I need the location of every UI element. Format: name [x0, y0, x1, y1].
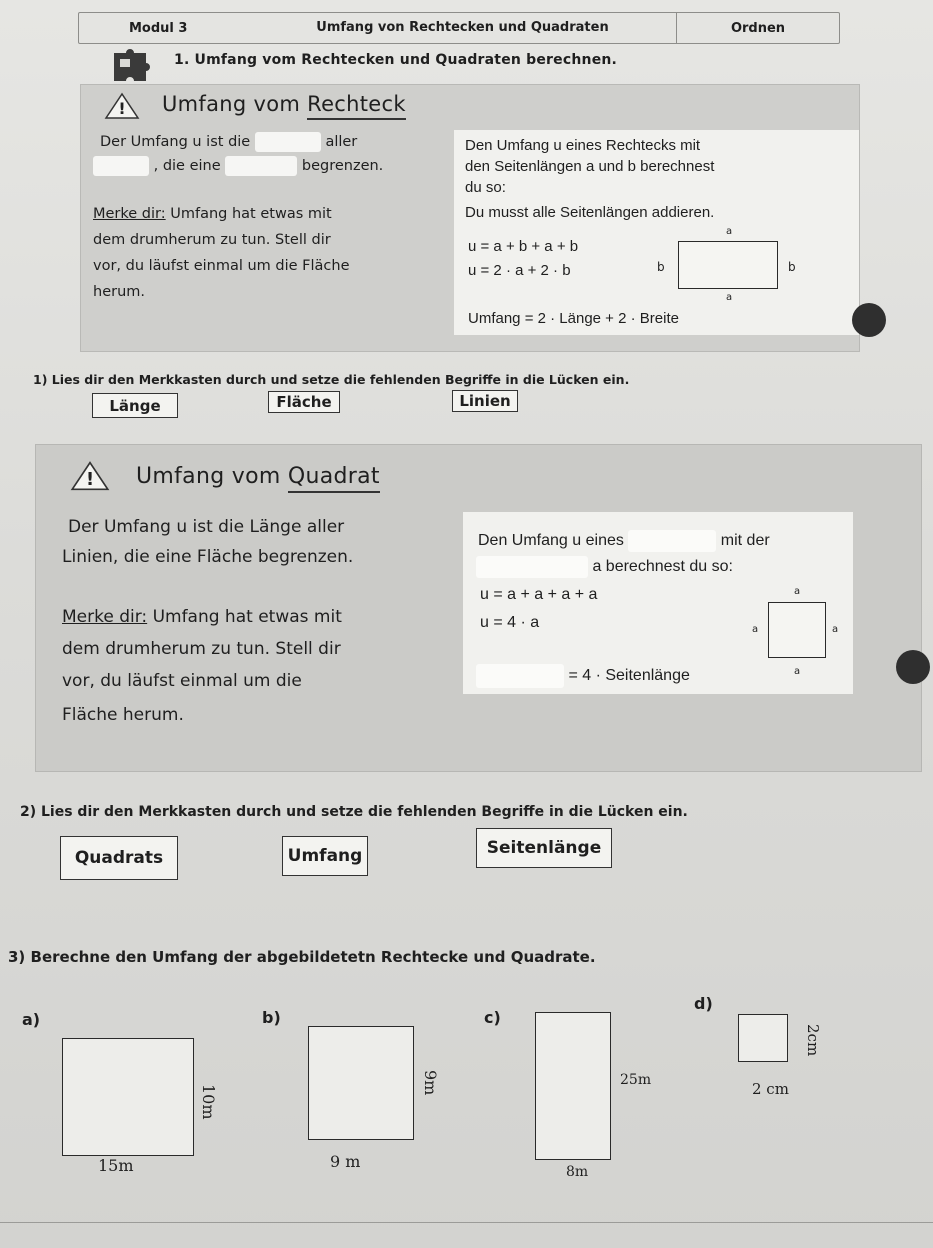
square-line2: Linien, die eine Fläche begrenzen.	[62, 547, 354, 567]
square-line5: vor, du läufst einmal um die	[62, 671, 302, 691]
merke-label: Merke dir:	[62, 607, 148, 627]
square-line4: dem drumherum zu tun. Stell dir	[62, 639, 341, 659]
square-right-line1-a: Den Umfang u eines	[478, 532, 624, 550]
svg-text:!: !	[85, 469, 95, 490]
svg-text:!: !	[118, 99, 126, 118]
module-label: Modul 3	[129, 20, 188, 36]
rect-line5: vor, du läufst einmal um die Fläche	[93, 258, 350, 274]
word-card-umfang[interactable]: Umfang	[282, 836, 368, 876]
diagram-left-label: b	[657, 260, 665, 274]
exercise-d-square	[738, 1014, 788, 1062]
diagram-bottom-label: a	[794, 666, 801, 677]
hole-punch-dot	[852, 303, 886, 337]
title-prefix: Umfang vom	[162, 92, 301, 116]
task-heading: 1. Umfang vom Rechtecken und Quadraten berechnen.	[174, 52, 618, 68]
square-formula3-text: = 4 · Seitenlänge	[568, 667, 690, 685]
question-3-text: 3) Berechne den Umfang der abgebildetetn Rechtecke und Quadrate.	[8, 948, 596, 966]
exercise-c-label: c)	[484, 1008, 501, 1027]
gap-blank-6[interactable]	[476, 664, 564, 688]
square-right-line1-b: mit der	[720, 532, 770, 550]
diagram-top-label: a	[726, 226, 733, 237]
square-right-line2	[476, 556, 733, 578]
square-diagram	[768, 602, 826, 658]
exercise-a-rectangle	[62, 1038, 194, 1156]
rect-text-line1	[100, 132, 357, 152]
word-card-linien[interactable]: Linien	[452, 390, 518, 412]
rect-formula1: u = a + b + a + b	[468, 238, 579, 255]
word-card-laenge[interactable]: Länge	[92, 393, 178, 418]
rectangle-box-title	[162, 92, 406, 116]
rect-merke-line	[93, 204, 332, 224]
word-card-seitenlaenge[interactable]: Seitenlänge	[476, 828, 612, 868]
square-formula3	[476, 664, 690, 688]
rect-formula3: Umfang = 2 · Länge + 2 · Breite	[468, 310, 679, 327]
gap-blank-2[interactable]	[93, 156, 149, 176]
word-card-quadrats[interactable]: Quadrats	[60, 836, 178, 880]
rect-right-line1: Den Umfang u eines Rechtecks mit	[465, 137, 701, 154]
diagram-bottom-label: a	[726, 292, 733, 303]
warning-icon	[70, 460, 110, 492]
rect-formula2: u = 2 · a + 2 · b	[468, 262, 571, 279]
question-2-text: 2) Lies dir den Merkkasten durch und setze die fehlenden Begriffe in die Lücken ein.	[20, 804, 688, 820]
hole-punch-dot	[896, 650, 930, 684]
puzzle-icon	[110, 47, 154, 83]
title-word: Quadrat	[288, 464, 380, 493]
rect-text-line2	[93, 156, 383, 176]
exercise-c-rectangle	[535, 1012, 611, 1160]
exercise-d-height-label: 2cm	[804, 1024, 822, 1057]
exercise-d-width-label: 2 cm	[752, 1080, 789, 1098]
diagram-left-label: a	[752, 624, 759, 635]
title-prefix: Umfang vom	[136, 464, 281, 489]
gap-blank-1[interactable]	[255, 132, 321, 152]
square-box-title	[136, 464, 380, 489]
square-line1: Der Umfang u ist die Länge aller	[68, 517, 345, 537]
merke-rest: Umfang hat etwas mit	[170, 206, 332, 222]
exercise-a-width-label: 15m	[98, 1156, 134, 1175]
rect-right-line2: den Seitenlängen a und b berechnest	[465, 158, 715, 175]
diagram-right-label: a	[832, 624, 839, 635]
merke-rest: Umfang hat etwas mit	[152, 607, 342, 627]
rect-line6: herum.	[93, 284, 145, 300]
rect-line4: dem drumherum zu tun. Stell dir	[93, 232, 331, 248]
rectangle-diagram	[678, 241, 778, 289]
rect-line2-b: begrenzen.	[301, 158, 384, 174]
exercise-a-label: a)	[22, 1010, 41, 1029]
exercise-c-width-label: 8m	[566, 1164, 589, 1180]
rect-right-line4: Du musst alle Seitenlängen addieren.	[465, 204, 715, 221]
gap-blank-5[interactable]	[476, 556, 588, 578]
square-line6: Fläche herum.	[62, 705, 184, 725]
square-right-line2-text: a berechnest du so:	[592, 558, 733, 576]
exercise-b-width-label: 9 m	[330, 1152, 361, 1171]
order-label: Ordnen	[730, 20, 786, 36]
rect-line1-a: Der Umfang u ist die	[100, 134, 251, 150]
title-word: Rechteck	[307, 92, 406, 120]
word-card-flaeche[interactable]: Fläche	[268, 391, 340, 413]
warning-icon	[104, 92, 140, 120]
square-merke-line	[62, 606, 342, 630]
diagram-right-label: b	[788, 260, 796, 274]
gap-blank-4[interactable]	[628, 530, 716, 552]
question-1-text: 1) Lies dir den Merkkasten durch und setze die fehlenden Begriffe in die Lücken ein.	[33, 372, 630, 387]
exercise-b-height-label: 9m	[421, 1070, 440, 1096]
gap-blank-3[interactable]	[225, 156, 297, 176]
square-right-line1	[478, 530, 770, 552]
rect-right-line3: du so:	[465, 179, 506, 196]
exercise-b-label: b)	[262, 1008, 281, 1027]
exercise-c-height-label: 25m	[620, 1072, 652, 1088]
merke-label: Merke dir:	[93, 206, 166, 222]
worksheet-header	[78, 12, 840, 44]
exercise-b-square	[308, 1026, 414, 1140]
diagram-top-label: a	[794, 586, 801, 597]
rect-line1-b: aller	[325, 134, 358, 150]
exercise-d-label: d)	[694, 994, 713, 1013]
rect-line2-a: , die eine	[153, 158, 221, 174]
bottom-edge-line	[0, 1222, 933, 1223]
square-formula1: u = a + a + a + a	[480, 586, 598, 603]
square-formula2: u = 4 · a	[480, 614, 540, 631]
exercise-a-height-label: 10m	[199, 1084, 218, 1120]
worksheet-title: Umfang von Rechtecken und Quadraten	[289, 13, 677, 43]
